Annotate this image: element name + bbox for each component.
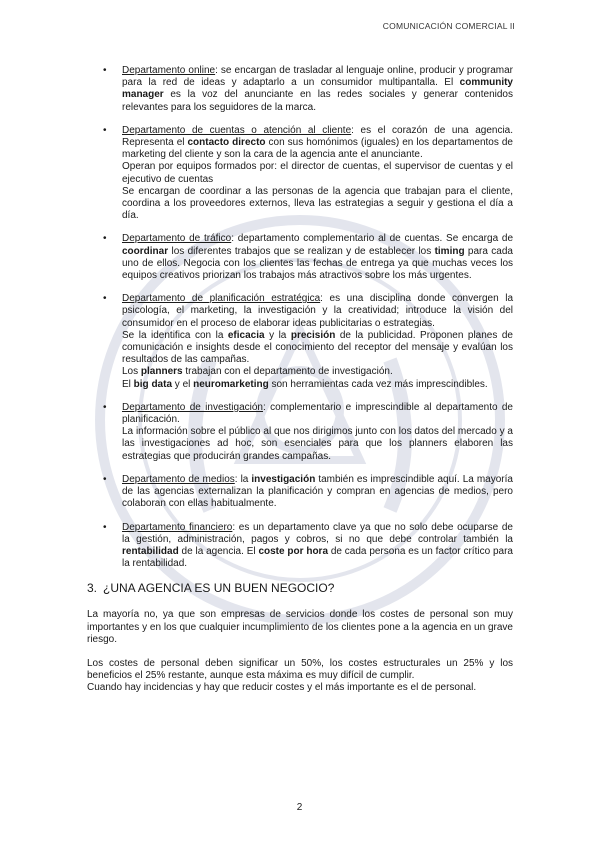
running-header: COMUNICACIÓN COMERCIAL II [382,21,515,31]
section-title: ¿UNA AGENCIA ES UN BUEN NEGOCIO? [103,581,335,596]
text-segment: : complementario e imprescindible al departamento de planificación. [122,401,513,426]
department-description [122,522,513,571]
department-description [122,402,513,463]
page-content [87,65,513,707]
department-name: Departamento de planificación estratégica [122,293,321,305]
text-segment: : es una disciplina donde convergen la psicología, el marketing, la investigación y la creatividad; introduce la visión del consumidor en el proceso de elaborar ideas publicitarias o estrategias. [122,293,514,329]
paragraph-costs: Los costes de personal deben significar un 50%, los costes estructurales un 25% y los beneficios el 25% restante, aunque esta máxima es muy difícil de cumplir. [87,657,513,682]
bold-term: neuromarketing [193,378,269,390]
bold-term: community manager [122,77,513,101]
text-segment: : departamento complementario al de cuentas. Se encarga de [231,233,514,245]
bold-term: rentabilidad [122,545,179,557]
text-segment: Los [122,366,141,378]
bullet-icon: • [103,521,107,533]
text-segment: : es un departamento clave ya que no solo debe ocuparse de la gestión, administración, pagos y cobros, si no que debe controlar también la [122,521,513,545]
text-segment: Se encargan de coordinar a las personas de la agencia que trabajan para el cliente, coordina a los proveedores externos, lleva las estrategias a seguir y gestiona el día a día. [122,185,513,222]
department-description [122,474,513,511]
bullet-icon: • [103,473,107,485]
text-segment: : es el corazón de una agencia. Representa el [122,124,514,149]
bold-term: investigación [251,473,316,485]
text-segment: de cada persona es un factor crítico para la rentabilidad. [122,545,513,570]
text-segment: : se encargan de trasladar al lenguaje online, producir y programar para la red de ideas y adaptarlo a un consumidor multipantalla. El [122,65,513,89]
text-segment: Se la identifica con la [122,329,228,341]
text-segment: trabajan con el departamento de investigación. [182,366,393,378]
department-item [87,522,513,571]
bold-term: precisión [290,329,336,341]
department-name: Departamento online [122,65,216,76]
section-heading [87,581,513,595]
bold-term: eficacia [227,329,265,341]
text-segment: La información sobre el público al que nos dirigimos junto con los datos del mercado y a las investigaciones ad hoc, son esenciales para que los planners elaboren las estrategias que producirán grandes campañas. [122,426,513,462]
text-segment: y el [172,378,194,390]
department-item [87,125,513,223]
text-segment: para cada uno de ellos. Negocia con los clientes las fechas de entrega ya que muchas veces los equipos creativos priorizan los trabajos más atractivos sobre los más urgentes. [122,245,513,282]
bold-term: coordinar [122,245,169,257]
department-name: Departamento de cuentas o atención al cliente [122,124,352,136]
page-number: 2 [296,802,303,813]
department-item [87,233,513,282]
paragraph-business: La mayoría no, ya que son empresas de servicios donde los costes de personal son muy importantes y en los que cualquier incumplimiento de los clientes pone a la agencia en un grave riesgo. [87,609,513,645]
bold-term: contacto directo [187,137,266,149]
department-name: Departamento de tráfico [122,233,232,245]
department-name: Departamento financiero [122,521,233,533]
text-segment: de la publicidad. Proponen planes de comunicación e insights desde el conocimiento del receptor del mensaje y evalúan los resultados de las campañas. [122,329,513,366]
department-description [122,293,513,391]
bullet-icon: • [103,124,107,136]
department-description [122,65,513,114]
department-description [122,125,513,223]
bold-term: planners [140,366,183,378]
department-item [87,402,513,463]
text-segment: Operan por equipos formados por: el director de cuentas, el supervisor de cuentas y el ejecutivo de cuentas [122,161,513,185]
text-segment: El [122,378,134,390]
text-segment: de la agencia. El [178,545,259,557]
text-segment: son herramientas cada vez más imprescindibles. [268,378,488,390]
department-name: Departamento de medios [122,473,235,485]
bullet-icon: • [103,65,107,76]
paragraph-incidents: Cuando hay incidencias y hay que reducir costes y el más importante es el de personal. [87,682,477,694]
text-segment: : la [234,473,252,485]
department-list [87,65,513,570]
bold-term: coste por hora [258,545,329,557]
text-segment: los diferentes trabajos que se realizan y de establecer los [168,245,435,257]
text-segment: con sus homónimos (iguales) en los departamentos de marketing del cliente y son la cara de la agencia ante el anunciante. [122,137,513,161]
text-segment: es la voz del anunciante en las redes sociales y generar contenidos relevantes para los seguidores de la marca. [122,89,513,113]
bullet-icon: • [103,293,107,305]
department-name: Departamento de investigación [122,401,263,413]
department-item [87,474,513,511]
department-description [122,233,513,282]
department-item [87,293,513,391]
section-number: 3. [87,581,98,596]
text-segment: y la [264,329,291,341]
bold-term: timing [434,245,465,257]
bullet-icon: • [103,233,107,245]
text-segment: también es imprescindible aquí. La mayoría de las agencias externalizan la planificación y compran en agencias de medios, pero colaboran con ellas habitualmente. [122,473,513,510]
bold-term: big data [133,378,173,390]
department-item [87,65,513,114]
bullet-icon: • [103,401,107,413]
